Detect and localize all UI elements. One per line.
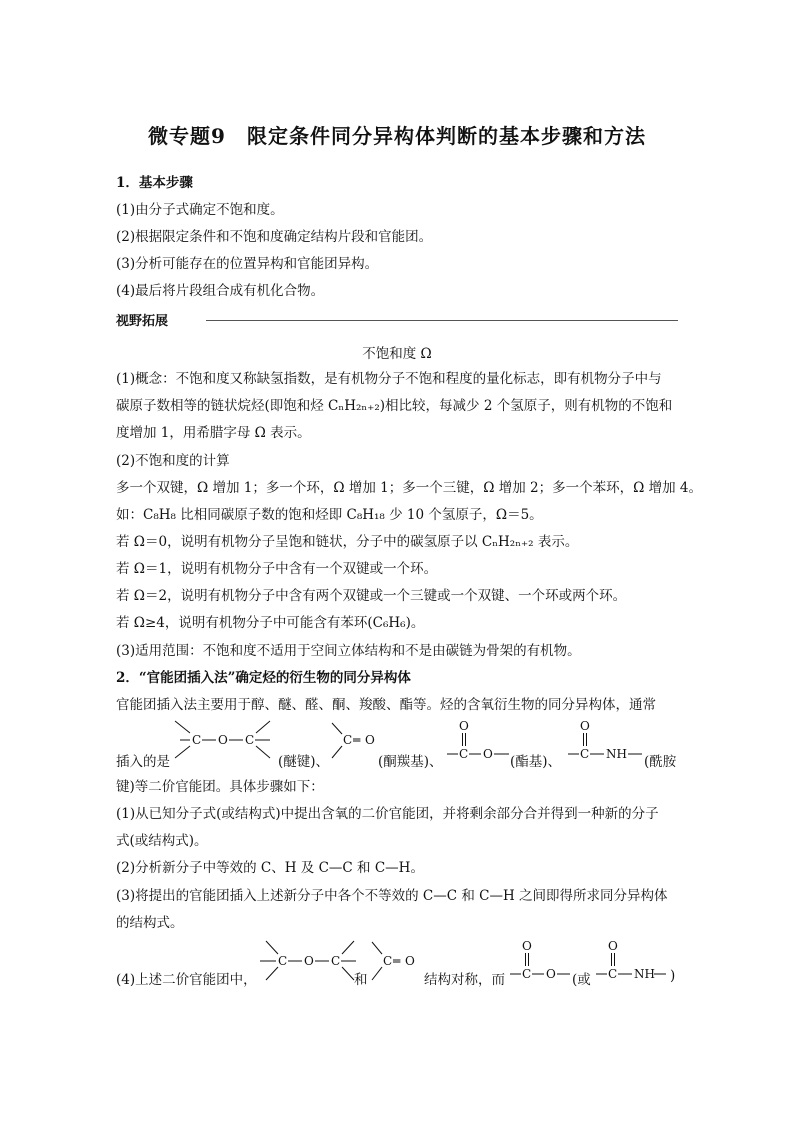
label-ether: (醚键)、 — [278, 754, 330, 770]
amide-structure — [568, 718, 648, 768]
step4-and: 和 — [354, 972, 368, 988]
step4-or: (或 — [572, 972, 591, 988]
intro-line-1: 官能团插入法主要用于醇、醚、醛、酮、羧酸、酯等。烃的含氧衍生物的同分异构体，通常 — [116, 697, 656, 713]
svg-text:C: C — [580, 747, 590, 761]
omega-heading: 不饱和度 Ω — [362, 346, 432, 362]
page-title: 微专题9 限定条件同分异构体判断的基本步骤和方法 — [148, 124, 646, 148]
concept-line-2: 碳原子数相等的链状烷烃(即饱和烃 CₙH₂ₙ₊₂)相比较，每减少 2 个氢原子，则有机物的不饱和 — [116, 398, 673, 414]
svg-text:C: C — [459, 747, 469, 761]
svg-text:C: C — [383, 954, 393, 968]
step4-end: ) — [670, 968, 676, 984]
calc-line-1: 多一个双键，Ω 增加 1；多一个环，Ω 增加 1；多一个三键，Ω 增加 2；多一个苯环，Ω 增加 4。 — [116, 480, 702, 496]
step1-line-1: (1)从已知分子式(或结构式)中提出含氧的二价官能团，并将剩余部分合并得到一种新的分子 — [116, 806, 659, 822]
intro-prefix: 插入的是 — [116, 754, 170, 770]
svg-text:O: O — [522, 939, 532, 953]
ketone-structure — [330, 718, 380, 768]
svg-text:═: ═ — [353, 733, 361, 747]
label-ester: (酯基)、 — [510, 754, 562, 770]
label-amide: (酰胺 — [644, 754, 677, 770]
ether-structure — [170, 718, 280, 768]
step4-mid: 结构对称，而 — [424, 972, 505, 988]
svg-text:O: O — [546, 967, 556, 981]
svg-text:C: C — [522, 967, 532, 981]
intro-line-3: 键)等二价官能团。具体步骤如下： — [116, 779, 324, 795]
calc-line-2: 如：C₈H₈ 比相同碳原子数的饱和烃即 C₈H₁₈ 少 10 个氢原子，Ω＝5。 — [116, 507, 543, 523]
step3-line-1: (3)将提出的官能团插入上述新分子中各个不等效的 C—C 和 C—H 之间即得所求同分异构体 — [116, 888, 668, 904]
svg-text:O: O — [483, 747, 493, 761]
step-4: (4)最后将片段组合成有机化合物。 — [116, 283, 325, 299]
expand-section-header — [116, 310, 678, 330]
svg-text:O: O — [608, 939, 618, 953]
calc-line-3: 若 Ω＝0，说明有机物分子呈饱和链状，分子中的碳氢原子以 CₙH₂ₙ₊₂ 表示。 — [116, 534, 579, 550]
calc-line-4: 若 Ω＝1，说明有机物分子中含有一个双键或一个环。 — [116, 561, 438, 577]
svg-text:C: C — [608, 967, 618, 981]
concept-line-3: 度增加 1，用希腊字母 Ω 表示。 — [116, 425, 311, 441]
svg-text:NH: NH — [634, 967, 655, 981]
label-ketone: (酮羰基)、 — [378, 754, 443, 770]
calc-line-6: 若 Ω≥4，说明有机物分子中可能含有苯环(C₆H₆)。 — [116, 615, 425, 631]
step-3: (3)分析可能存在的位置异构和官能团异构。 — [116, 256, 379, 272]
svg-text:O: O — [580, 719, 590, 733]
calc-heading: (2)不饱和度的计算 — [116, 453, 230, 469]
svg-text:C: C — [278, 954, 288, 968]
svg-text:NH: NH — [606, 747, 627, 761]
calc-line-5: 若 Ω＝2，说明有机物分子中含有两个双键或一个三键或一个双键、一个环或两个环。 — [116, 588, 627, 604]
step4-ketone-structure — [368, 938, 428, 988]
step2-line: (2)分析新分子中等效的 C、H 及 C—C 和 C—H。 — [116, 860, 424, 876]
step4-amide-structure — [596, 938, 676, 988]
svg-text:O: O — [459, 719, 469, 733]
step3-line-2: 的结构式。 — [116, 915, 184, 931]
step4-ester-structure — [510, 938, 575, 988]
step-2: (2)根据限定条件和不饱和度确定结构片段和官能团。 — [116, 229, 433, 245]
svg-text:C: C — [245, 733, 255, 747]
step4-ether-structure — [258, 938, 368, 988]
svg-text:O: O — [218, 733, 228, 747]
svg-text:O: O — [365, 733, 375, 747]
header-rule — [206, 320, 678, 321]
ester-structure — [447, 718, 517, 768]
expand-label: 视野拓展 — [116, 310, 172, 329]
svg-text:O: O — [304, 954, 314, 968]
svg-text:C: C — [343, 733, 353, 747]
scope-line: (3)适用范围：不饱和度不适用于空间立体结构和不是由碳链为骨架的有机物。 — [116, 643, 581, 659]
svg-text:═: ═ — [393, 954, 401, 968]
step4-prefix: (4)上述二价官能团中， — [116, 972, 257, 988]
concept-line-1: (1)概念：不饱和度又称缺氢指数，是有机物分子不饱和程度的量化标志，即有机物分子中与 — [116, 371, 662, 387]
svg-text:C: C — [192, 733, 202, 747]
section2-heading: 2．“官能团插入法”确定烃的衍生物的同分异构体 — [116, 670, 411, 686]
svg-text:C: C — [331, 954, 341, 968]
step1-line-2: 式(或结构式)。 — [116, 833, 208, 849]
section1-heading: 1．基本步骤 — [116, 175, 193, 191]
step-1: (1)由分子式确定不饱和度。 — [116, 202, 284, 218]
svg-text:O: O — [405, 954, 415, 968]
